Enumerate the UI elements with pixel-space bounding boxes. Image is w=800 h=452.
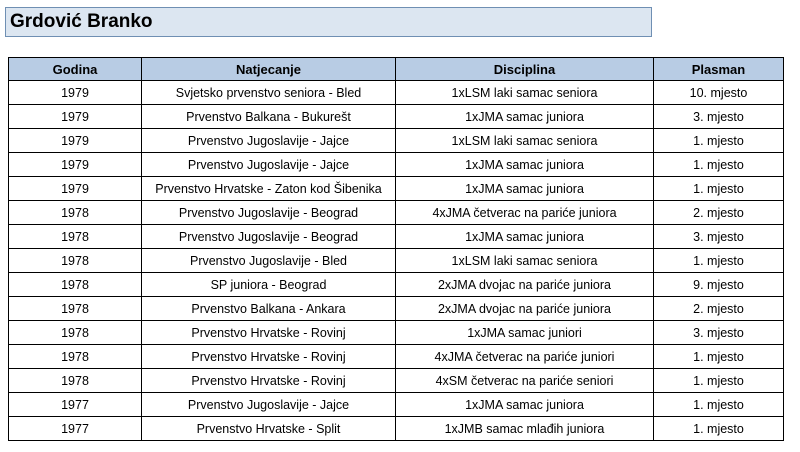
cell-godina: 1979 xyxy=(9,129,142,153)
cell-natjecanje: Prvenstvo Hrvatske - Split xyxy=(142,417,396,441)
cell-godina: 1979 xyxy=(9,81,142,105)
cell-plasman: 1. mjesto xyxy=(654,393,784,417)
header-godina: Godina xyxy=(9,58,142,81)
cell-godina: 1978 xyxy=(9,321,142,345)
athlete-name-box xyxy=(5,7,652,37)
cell-godina: 1979 xyxy=(9,177,142,201)
table-row xyxy=(9,225,784,249)
cell-disciplina: 4xJMA četverac na pariće juniori xyxy=(396,345,654,369)
table-row xyxy=(9,417,784,441)
cell-disciplina: 4xJMA četverac na pariće juniora xyxy=(396,201,654,225)
cell-plasman: 2. mjesto xyxy=(654,201,784,225)
cell-godina: 1978 xyxy=(9,345,142,369)
cell-natjecanje: SP juniora - Beograd xyxy=(142,273,396,297)
table-row xyxy=(9,201,784,225)
cell-natjecanje: Prvenstvo Jugoslavije - Jajce xyxy=(142,393,396,417)
table-row xyxy=(9,249,784,273)
cell-disciplina: 1xJMA samac juniora xyxy=(396,153,654,177)
cell-disciplina: 4xSM četverac na pariće seniori xyxy=(396,369,654,393)
cell-plasman: 2. mjesto xyxy=(654,297,784,321)
cell-natjecanje: Prvenstvo Balkana - Ankara xyxy=(142,297,396,321)
table-row xyxy=(9,321,784,345)
cell-plasman: 1. mjesto xyxy=(654,129,784,153)
cell-disciplina: 1xLSM laki samac seniora xyxy=(396,81,654,105)
cell-disciplina: 1xJMA samac juniori xyxy=(396,321,654,345)
cell-natjecanje: Prvenstvo Jugoslavije - Beograd xyxy=(142,201,396,225)
cell-natjecanje: Prvenstvo Hrvatske - Rovinj xyxy=(142,369,396,393)
cell-natjecanje: Prvenstvo Jugoslavije - Jajce xyxy=(142,153,396,177)
cell-plasman: 3. mjesto xyxy=(654,105,784,129)
table-row xyxy=(9,345,784,369)
cell-godina: 1978 xyxy=(9,225,142,249)
header-plasman: Plasman xyxy=(654,58,784,81)
results-table xyxy=(8,57,784,441)
cell-plasman: 3. mjesto xyxy=(654,321,784,345)
cell-plasman: 1. mjesto xyxy=(654,153,784,177)
cell-godina: 1977 xyxy=(9,417,142,441)
table-row xyxy=(9,273,784,297)
table-row xyxy=(9,129,784,153)
table-row xyxy=(9,153,784,177)
cell-disciplina: 1xJMB samac mlađih juniora xyxy=(396,417,654,441)
cell-plasman: 1. mjesto xyxy=(654,177,784,201)
cell-plasman: 1. mjesto xyxy=(654,249,784,273)
cell-disciplina: 1xLSM laki samac seniora xyxy=(396,129,654,153)
cell-plasman: 10. mjesto xyxy=(654,81,784,105)
cell-natjecanje: Prvenstvo Hrvatske - Rovinj xyxy=(142,321,396,345)
cell-plasman: 1. mjesto xyxy=(654,345,784,369)
cell-godina: 1978 xyxy=(9,273,142,297)
cell-godina: 1977 xyxy=(9,393,142,417)
cell-natjecanje: Prvenstvo Hrvatske - Rovinj xyxy=(142,345,396,369)
cell-plasman: 1. mjesto xyxy=(654,369,784,393)
table-row xyxy=(9,177,784,201)
cell-disciplina: 1xJMA samac juniora xyxy=(396,393,654,417)
header-row xyxy=(9,58,784,81)
cell-disciplina: 1xJMA samac juniora xyxy=(396,177,654,201)
cell-plasman: 9. mjesto xyxy=(654,273,784,297)
cell-disciplina: 1xJMA samac juniora xyxy=(396,225,654,249)
table-row xyxy=(9,81,784,105)
cell-godina: 1978 xyxy=(9,249,142,273)
table-row xyxy=(9,369,784,393)
cell-natjecanje: Prvenstvo Balkana - Bukurešt xyxy=(142,105,396,129)
cell-disciplina: 1xLSM laki samac seniora xyxy=(396,249,654,273)
cell-godina: 1978 xyxy=(9,369,142,393)
cell-godina: 1978 xyxy=(9,201,142,225)
header-natjecanje: Natjecanje xyxy=(142,58,396,81)
cell-plasman: 3. mjesto xyxy=(654,225,784,249)
cell-disciplina: 1xJMA samac juniora xyxy=(396,105,654,129)
cell-plasman: 1. mjesto xyxy=(654,417,784,441)
cell-natjecanje: Prvenstvo Jugoslavije - Bled xyxy=(142,249,396,273)
cell-disciplina: 2xJMA dvojac na pariće juniora xyxy=(396,297,654,321)
table-row xyxy=(9,105,784,129)
cell-godina: 1979 xyxy=(9,153,142,177)
athlete-name: Grdović Branko xyxy=(10,11,153,32)
cell-disciplina: 2xJMA dvojac na pariće juniora xyxy=(396,273,654,297)
table-row xyxy=(9,393,784,417)
table-row xyxy=(9,297,784,321)
cell-natjecanje: Prvenstvo Hrvatske - Zaton kod Šibenika xyxy=(142,177,396,201)
cell-natjecanje: Svjetsko prvenstvo seniora - Bled xyxy=(142,81,396,105)
header-disciplina: Disciplina xyxy=(396,58,654,81)
cell-godina: 1978 xyxy=(9,297,142,321)
cell-godina: 1979 xyxy=(9,105,142,129)
cell-natjecanje: Prvenstvo Jugoslavije - Beograd xyxy=(142,225,396,249)
cell-natjecanje: Prvenstvo Jugoslavije - Jajce xyxy=(142,129,396,153)
